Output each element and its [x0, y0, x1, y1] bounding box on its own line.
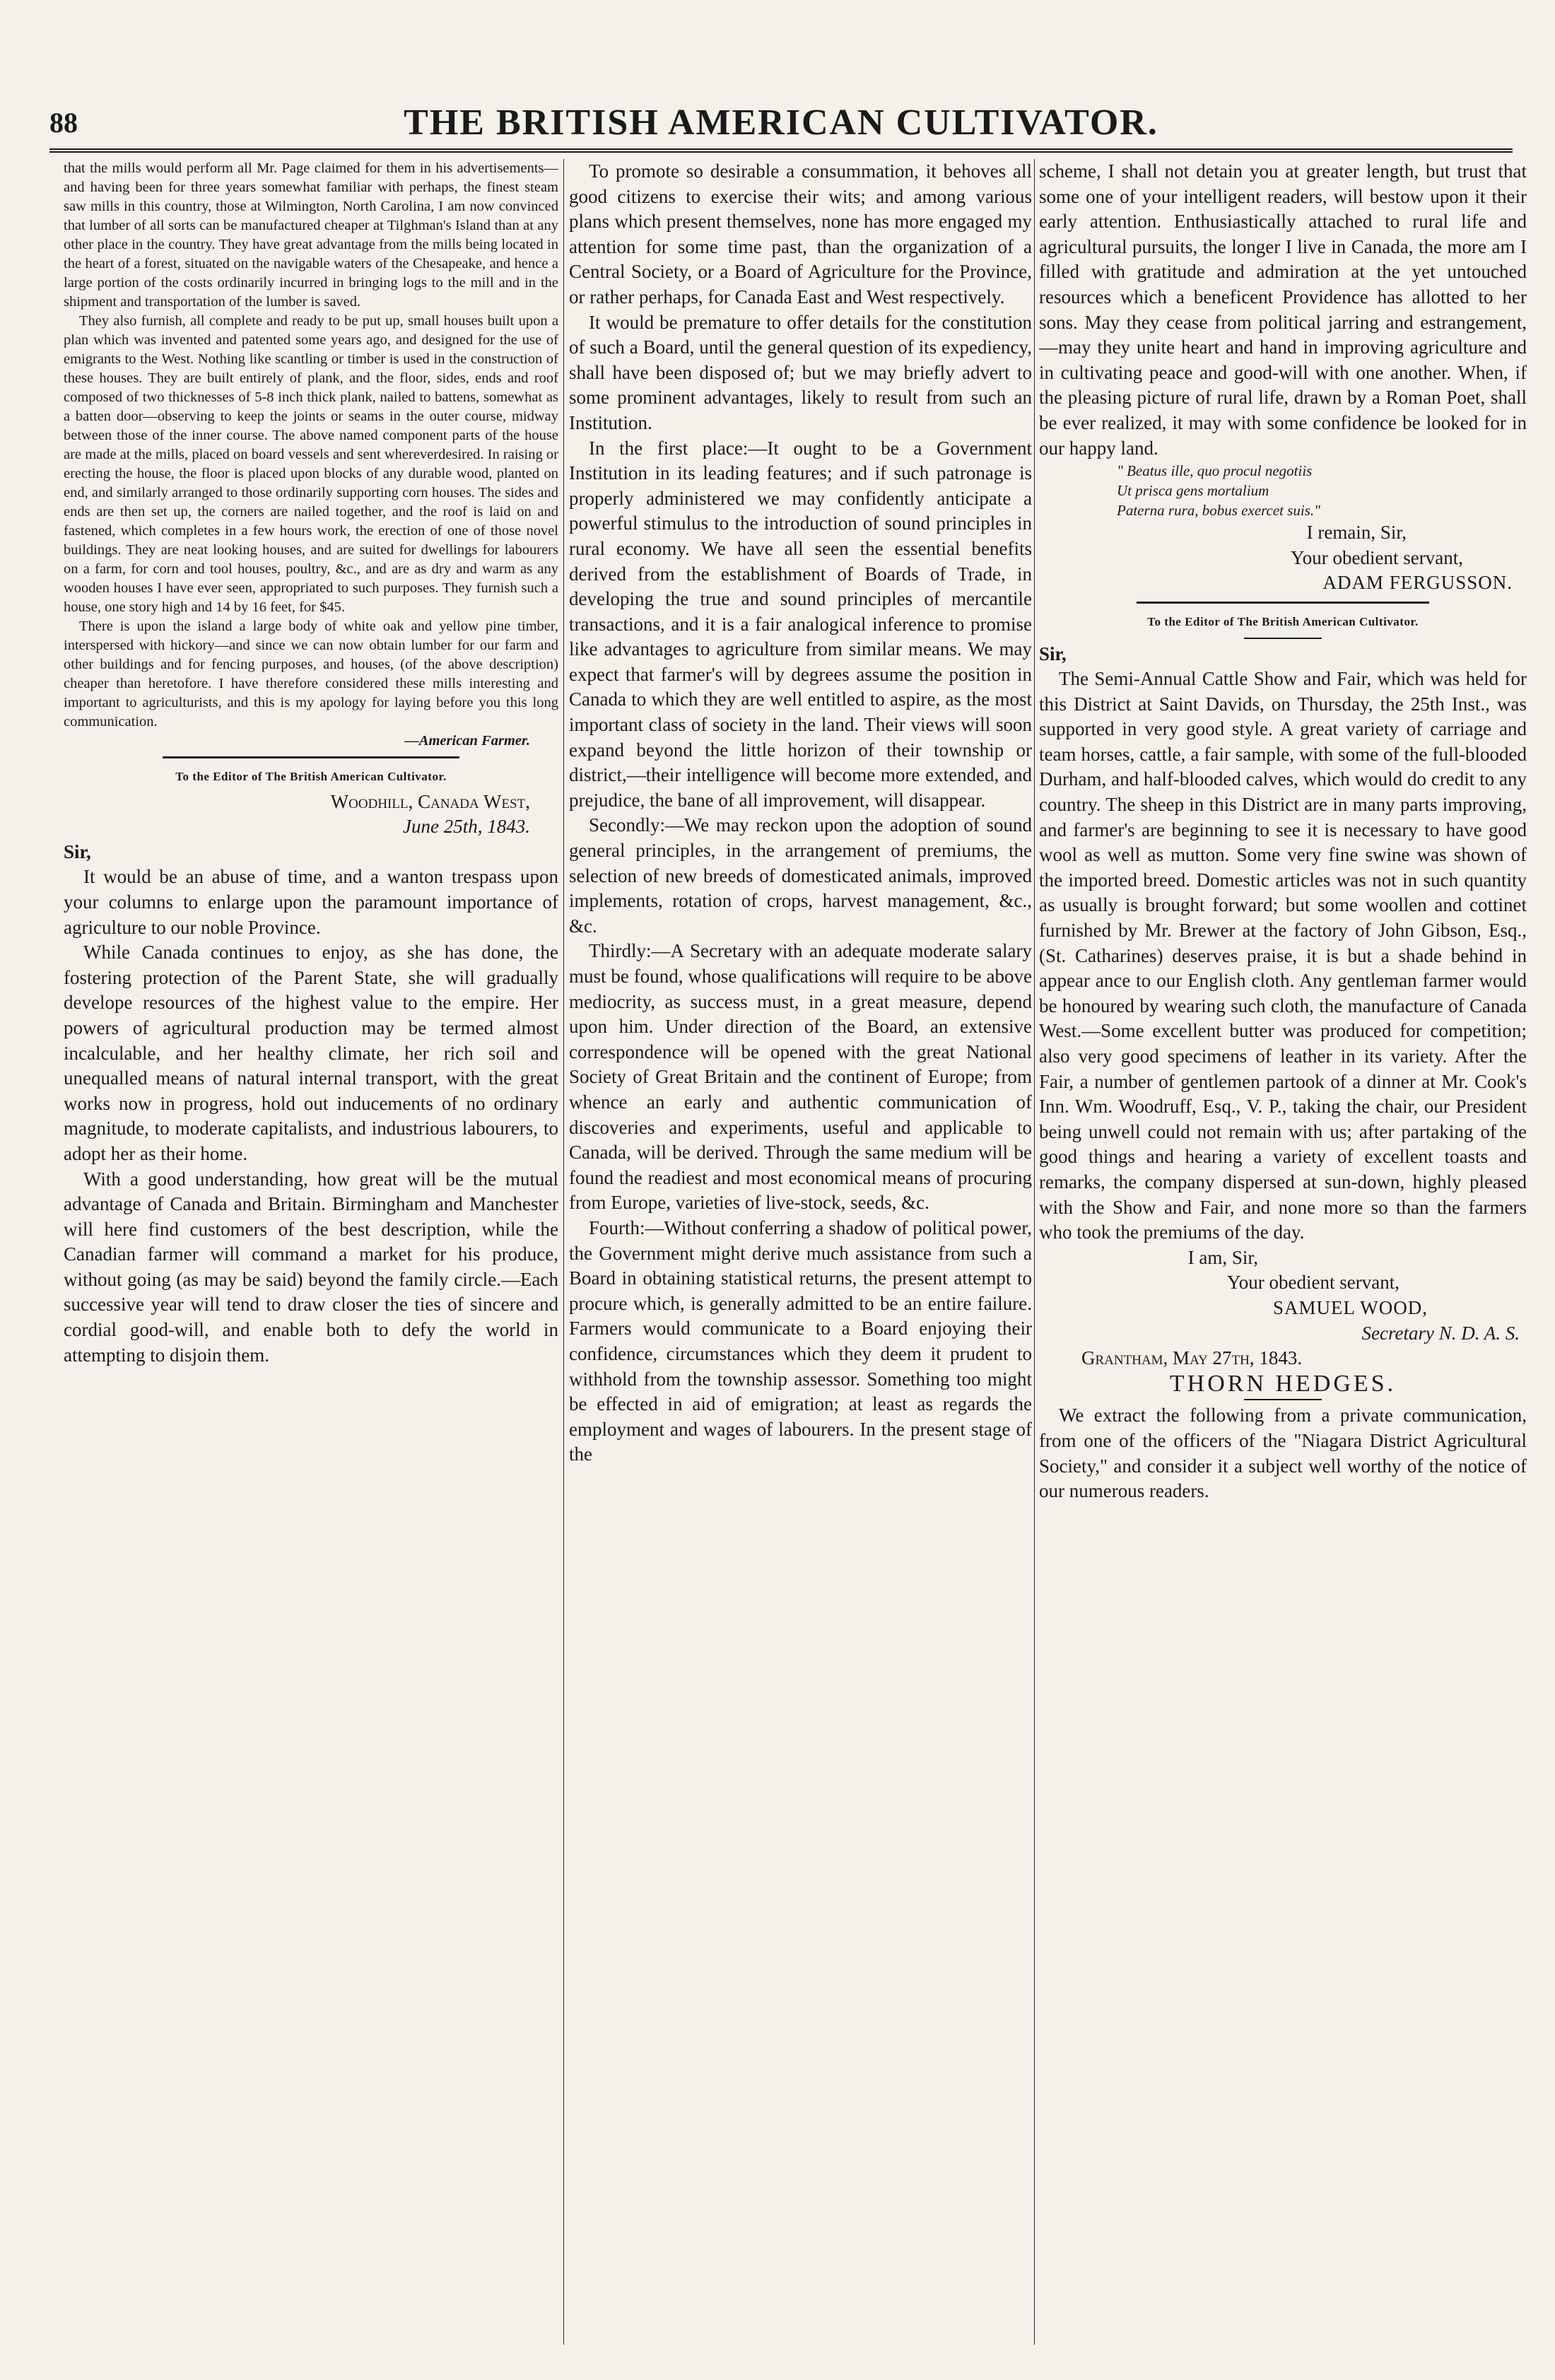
column-3	[1039, 159, 1527, 2338]
column-divider	[1034, 159, 1035, 2345]
letter-paragraph: It would be premature to offer details for the constitution of such a Board, until the general question of its expediency, shall have been disposed of; but we may briefly advert to some prominent advantages, likely to result from such an Institution.	[569, 311, 1032, 433]
latin-quote-line: Ut prisca gens mortalium	[1117, 482, 1269, 500]
signature-wood: SAMUEL WOOD,	[1273, 1296, 1428, 1318]
mills-article	[64, 159, 558, 751]
article-paragraph: that the mills would perform all Mr. Page claimed for them in his advertisements—and having been for three years somewhat familiar with perhaps, the finest steam saw mills in this country, those at Wilmington, North Carolina, I am now convinced that lumber of all sorts can be manufactured cheaper at Tilghman's Island than at any other place in the country. They have great advantage from the mills being located in the heart of a forest, situated on the navigable waters of the Chesapeake, and hence a large portion of the costs ordinarily incurred in bringing logs to the mill and in the shipment and transportation of the lumber is saved.	[64, 160, 558, 310]
letter-paragraph: It would be an abuse of time, and a wanton trespass upon your columns to enlarge upon the paramount importance of agriculture to our noble Province.	[64, 866, 558, 938]
article-paragraph: There is upon the island a large body of white oak and yellow pine timber, interspersed with hickory—and since we can now obtain lumber for our farm and other buildings and for fencing purposes, and houses, (of the above description) cheaper than heretofore. I have therefore considered these mills interesting and important to agriculturists, and this is my apology for laying before you this long communication.	[64, 619, 558, 729]
to-editor-line: To the Editor of The British American Cultivator.	[175, 770, 447, 783]
section-rule	[1137, 602, 1429, 604]
letter-paragraph: Thirdly:—A Secretary with an adequate moderate salary must be found, whose qualifications will require to be above mediocrity, as success must, in a great measure, depend upon him. Under direction of the Board, an extensive correspondence will be opened with the great National Society of Great Britain and the continent of Europe; from whence an early and authentic communication of discoveries and experiments, useful and applicable to Canada, will be derived. Through the same medium will be found the readiest and most economical means of procuring from Europe, varieties of live-stock, seeds, &c.	[569, 940, 1032, 1214]
place-date: Grantham, May 27th, 1843.	[1081, 1347, 1303, 1369]
column-divider	[563, 159, 564, 2345]
letter-paragraph: In the first place:—It ought to be a Government Institution in its leading features; and if such patronage is properly administered we may confidently anticipate a powerful stimulus to the introduction of sound principles in rural economy. We have all seen the essential benefits derived from the establishment of Boards of Trade, in developing the true and sound principles of mercantile transactions, and it is a fair analogical inference to promise like advantages to agriculture from similar means. We may expect that farmer's will by degrees assume the position in Canada to which they are well entitled to aspire, as the most important class of society in the land. Their views will soon expand beyond the little horizon of their township or district,—their intelligence will become more extended, and prejudice, the bane of all improvement, will disappear.	[569, 437, 1032, 811]
page-number: 88	[49, 107, 78, 139]
section-rule	[163, 756, 459, 758]
letter-paragraph: To promote so desirable a consummation, it behoves all good citizens to exercise their wits; and among various plans which present themselves, none has more engaged my attention for some time past, than the organization of a Central Society, or a Board of Agriculture for the Province, or rather perhaps, for Canada East and West respectively.	[569, 160, 1032, 307]
letter-paragraph: The Semi-Annual Cattle Show and Fair, which was held for this District at Saint Davids, on Thursday, the 25th Inst., was supported in very good style. A great variety of carriage and team horses, cattle, a fair sample, with some of the full-blooded Durham, and half-blooded calves, which would do credit to any country. The sheep in this District are in many parts improving, and farmer's are beginning to see it is necessary to have good wool as well as mutton. Some very fine swine was shown of the imported breed. Domestic articles was not in such quantity as usually is brought forward; but some woollen and cottinet furnished by Mr. Brewer at the factory of John Gibson, Esq., (St. Catharines) deserves praise, it is but a shade behind in appear ance to our English cloth. Any gentleman farmer would be honoured by wearing such cloth, the manufacture of Canada West.—Some excellent butter was produced for competition; also very good specimens of leather in its variety. After the Fair, a number of gentlemen partook of a dinner at Mr. Cook's Inn. Wm. Woodruff, Esq., V. P., taking the chair, our President being unwell could not remain with us; after partaking of the good things and hearing a variety of excellent toasts and remarks, the company dispersed at sun-down, highly pleased with the Show and Fair, and none more so than the farmers who took the premiums of the day.	[1039, 668, 1527, 1243]
latin-quote-line: Paterna rura, bobus exercet suis."	[1117, 502, 1321, 520]
column-2	[569, 159, 1032, 2338]
letter-paragraph: Secondly:—We may reckon upon the adoption of sound general principles, in the arrangement of premiums, the selection of new breeds of domesticated animals, improved implements, rotation of crops, harvest management, &c., &c.	[569, 814, 1032, 937]
page-header	[49, 102, 1513, 153]
letter-paragraph: scheme, I shall not detain you at greater length, but trust that some one of your intelligent readers, will bestow upon it their early attention. Enthusiastically attached to rural life and agricultural pursuits, the longer I live in Canada, the more am I filled with gratitude and admiration at the yet untouched resources which a beneficent Providence has allotted to her sons. May they cease from political jarring and estrangement,—may they unite heart and hand in improving agriculture and in cultivating peace and good-will with one another. When, if the pleasing picture of rural life, drawn by a Roman Poet, shall be ever realized, it may with some confidence be looked for in our happy land.	[1039, 160, 1527, 459]
latin-quote-line: " Beatus ille, quo procul negotiis	[1117, 462, 1313, 480]
letter-paragraph: Fourth:—Without conferring a shadow of political power, the Government might derive much assistance from such a Board in obtaining statistical returns, the present attempt to procure which, is generally admitted to be an entire failure. Farmers would communicate to a Board enjoying their confidence, circumstances which they deem it prudent to withhold from the township assessor. Something too might be effected in aid of emigration; at least as regards the employment and wages of labourers. In the present stage of the	[569, 1217, 1032, 1465]
section-rule	[1244, 1399, 1322, 1400]
closing-am-sir: I am, Sir,	[1187, 1246, 1258, 1268]
signature-title: Secretary N. D. A. S.	[1361, 1322, 1520, 1344]
salutation: Sir,	[64, 840, 91, 862]
article-credit: —American Farmer.	[404, 733, 530, 749]
signature-fergusson: ADAM FERGUSSON.	[1322, 572, 1513, 594]
letter-paragraph: With a good understanding, how great will be the mutual advantage of Canada and Britain. Birmingham and Manchester will here find customers of the best description, while the Canadian farmer will command a market for his produce, without going (as may be said) beyond the family circle.—Each successive year will tend to draw closer the ties of sincere and cordial good-will, and enable both to defy the world in attempting to disjoin them.	[64, 1168, 558, 1366]
to-editor-line: To the Editor of The British American Cultivator.	[1147, 614, 1419, 628]
salutation: Sir,	[1039, 643, 1067, 664]
letter-paragraph: While Canada continues to enjoy, as she has done, the fostering protection of the Parent State, she will gradually develope resources of the highest value to the empire. Her powers of agricultural production may be termed almost incalculable, and her healthy climate, her rich soil and unequalled means of natural internal transport, with the great works now in progress, hold out inducements of no ordinary magnitude, to moderate capitalists, and industrious labourers, to adopt her as their home.	[64, 942, 558, 1164]
column-1	[64, 159, 558, 2338]
dateline-place: Woodhill, Canada West,	[330, 790, 530, 812]
article-paragraph: They also furnish, all complete and ready to be put up, small houses built upon a plan which was invented and patented some years ago, and designed for the use of emigrants to the West. Nothing like scantling or timber is used in the construction of these houses. They are built entirely of plank, and the floor, sides, ends and roof composed of two thicknesses of 5-8 inch thick plank, nailed to battens, somewhat as a batten door—observing to keep the joints or seams in the outer course, midway between those of the inner course. The above named component parts of the house are made at the mills, placed on board vessels and sent whereverdesired. In raising or erecting the house, the floor is placed upon blocks of any durable wood, planted on end, and similarly arranged to those ordinarily supporting corn houses. The sides and ends are then set up, the corners are nailed together, and the roof is laid on and fastened, which completes in a few hours work, the erection of one of those novel buildings. They are neat looking houses, and are suited for dwellings for labourers on a farm, for corn and tool houses, poultry, &c., and are as dry and warm as any wooden houses I have ever seen, appropriated to such purposes. They furnish such a house, one story high and 14 by 16 feet, for $45.	[64, 313, 558, 615]
closing-servant: Your obedient servant,	[1291, 546, 1463, 568]
dateline-date: June 25th, 1843.	[403, 816, 530, 838]
masthead-title: THE BRITISH AMERICAN CULTIVATOR.	[404, 102, 1158, 143]
section-title: THORN HEDGES.	[1169, 1370, 1397, 1397]
section-rule	[1244, 638, 1322, 639]
article-paragraph: We extract the following from a private communication, from one of the officers of the "Niagara District Agricultural Society," and consider it a subject well worthy of the notice of our numerous readers.	[1039, 1405, 1527, 1502]
closing-remain: I remain, Sir,	[1306, 522, 1407, 544]
closing-servant: Your obedient servant,	[1227, 1272, 1400, 1294]
